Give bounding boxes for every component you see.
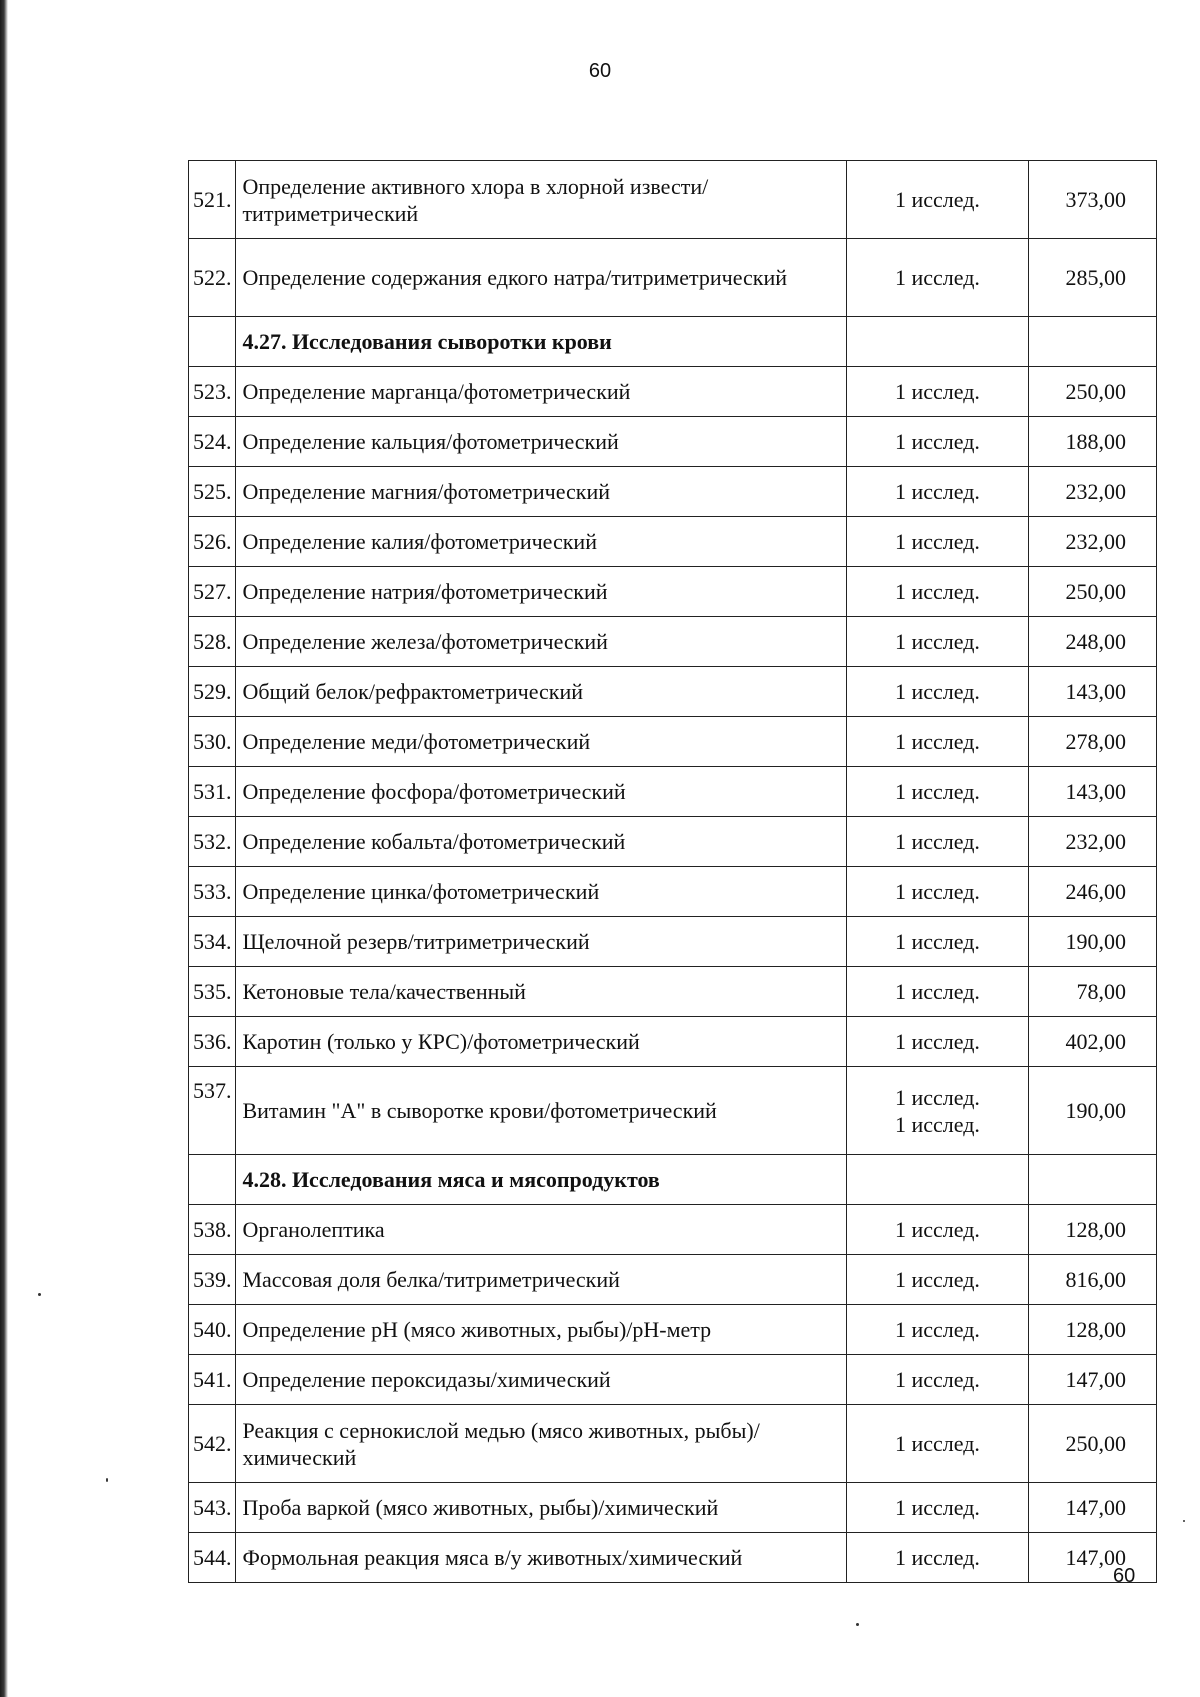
price-cell: 285,00: [1028, 239, 1156, 317]
table-row: [189, 417, 1157, 467]
unit-cell: 1 исслед.: [847, 967, 1029, 1017]
price-cell: 143,00: [1028, 667, 1156, 717]
row-number: 532.: [189, 817, 236, 867]
table-body: [189, 161, 1157, 1583]
scan-speck: [38, 1293, 41, 1296]
unit-cell: 1 исслед.: [847, 717, 1029, 767]
table-row: [189, 1405, 1157, 1483]
row-number: 538.: [189, 1205, 236, 1255]
price-cell: 78,00: [1028, 967, 1156, 1017]
row-number: 544.: [189, 1533, 236, 1583]
row-number: 533.: [189, 867, 236, 917]
service-name: Проба варкой (мясо животных, рыбы)/химический: [236, 1483, 847, 1533]
service-name: Определение фосфора/фотометрический: [236, 767, 847, 817]
table-row: [189, 239, 1157, 317]
service-name: Определение активного хлора в хлорной извести/титриметрический: [236, 161, 847, 239]
price-cell: 402,00: [1028, 1017, 1156, 1067]
service-name: Витамин "А" в сыворотке крови/фотометрический: [236, 1067, 847, 1155]
unit-cell: 1 исслед.: [847, 917, 1029, 967]
table-row: [189, 517, 1157, 567]
service-name: Определение содержания едкого натра/титриметрический: [236, 239, 847, 317]
price-cell: 250,00: [1028, 367, 1156, 417]
service-name: Каротин (только у КРС)/фотометрический: [236, 1017, 847, 1067]
row-number: 534.: [189, 917, 236, 967]
service-name: Кетоновые тела/качественный: [236, 967, 847, 1017]
table-row: [189, 767, 1157, 817]
service-name: Определение рН (мясо животных, рыбы)/рН-метр: [236, 1305, 847, 1355]
table-row: [189, 967, 1157, 1017]
table-row: [189, 467, 1157, 517]
service-name: Органолептика: [236, 1205, 847, 1255]
row-number: 536.: [189, 1017, 236, 1067]
table-row: [189, 667, 1157, 717]
price-cell: 147,00: [1028, 1533, 1156, 1583]
scan-speck: [856, 1623, 859, 1626]
scan-speck: [1183, 1520, 1185, 1522]
price-cell: 250,00: [1028, 1405, 1156, 1483]
table-row: [189, 717, 1157, 767]
service-name: Формольная реакция мяса в/у животных/химический: [236, 1533, 847, 1583]
section-title: 4.27. Исследования сыворотки крови: [236, 317, 847, 367]
price-cell: 278,00: [1028, 717, 1156, 767]
row-number: 521.: [189, 161, 236, 239]
table-row: [189, 1205, 1157, 1255]
page-number-bottom: 60: [1113, 1565, 1136, 1587]
price-cell: 190,00: [1028, 917, 1156, 967]
row-number: [189, 1155, 236, 1205]
price-cell: [1028, 1155, 1156, 1205]
price-cell: 143,00: [1028, 767, 1156, 817]
unit-cell: 1 исслед.: [847, 417, 1029, 467]
unit-cell: 1 исслед.: [847, 667, 1029, 717]
unit-cell: 1 исслед.: [847, 867, 1029, 917]
unit-cell: 1 исслед.: [847, 161, 1029, 239]
unit-cell: [847, 317, 1029, 367]
table-row: [189, 161, 1157, 239]
row-number: [189, 317, 236, 367]
row-number: 526.: [189, 517, 236, 567]
section-header-row: [189, 317, 1157, 367]
service-name: Щелочной резерв/титриметрический: [236, 917, 847, 967]
price-cell: [1028, 317, 1156, 367]
table-row: [189, 1305, 1157, 1355]
service-name: Определение натрия/фотометрический: [236, 567, 847, 617]
page-number-top: 60: [588, 60, 612, 82]
unit-cell: 1 исслед.: [847, 817, 1029, 867]
service-name: Общий белок/рефрактометрический: [236, 667, 847, 717]
unit-cell: 1 исслед.: [847, 1205, 1029, 1255]
table-row: [189, 917, 1157, 967]
scan-speck: [106, 1478, 108, 1482]
row-number: 530.: [189, 717, 236, 767]
table-row: [189, 817, 1157, 867]
price-cell: 248,00: [1028, 617, 1156, 667]
row-number: 523.: [189, 367, 236, 417]
price-cell: 190,00: [1028, 1067, 1156, 1155]
table-row: [189, 617, 1157, 667]
price-cell: 246,00: [1028, 867, 1156, 917]
row-number: 522.: [189, 239, 236, 317]
unit-cell: 1 исслед.: [847, 1017, 1029, 1067]
row-number: 542.: [189, 1405, 236, 1483]
unit-cell: 1 исслед.: [847, 1483, 1029, 1533]
service-name: Определение кальция/фотометрический: [236, 417, 847, 467]
row-number: 539.: [189, 1255, 236, 1305]
price-list-table: [188, 160, 1157, 1583]
price-cell: 232,00: [1028, 817, 1156, 867]
unit-line: 1 исслед.: [894, 1084, 980, 1110]
row-number: 535.: [189, 967, 236, 1017]
table-row: [189, 1067, 1157, 1155]
row-number: 540.: [189, 1305, 236, 1355]
row-number: 531.: [189, 767, 236, 817]
unit-cell: 1 исслед.: [847, 517, 1029, 567]
service-name: Определение пероксидазы/химический: [236, 1355, 847, 1405]
unit-cell: 1 исслед.: [847, 367, 1029, 417]
unit-cell: [847, 1155, 1029, 1205]
unit-cell: 1 исслед.: [847, 467, 1029, 517]
row-number: 537.: [189, 1067, 236, 1155]
table-row: [189, 867, 1157, 917]
row-number: 525.: [189, 467, 236, 517]
table-row: [189, 1355, 1157, 1405]
table-row: [189, 1533, 1157, 1583]
service-name: Определение калия/фотометрический: [236, 517, 847, 567]
table-row: [189, 367, 1157, 417]
service-name: Определение марганца/фотометрический: [236, 367, 847, 417]
unit-cell: 1 исслед.: [847, 1305, 1029, 1355]
table-row: [189, 1255, 1157, 1305]
unit-cell: 1 исслед.: [847, 567, 1029, 617]
row-number: 527.: [189, 567, 236, 617]
row-number: 528.: [189, 617, 236, 667]
unit-cell: 1 исслед.: [847, 1355, 1029, 1405]
unit-cell: 1 исслед.: [847, 1255, 1029, 1305]
price-cell: 250,00: [1028, 567, 1156, 617]
price-cell: 373,00: [1028, 161, 1156, 239]
section-header-row: [189, 1155, 1157, 1205]
price-cell: 128,00: [1028, 1305, 1156, 1355]
price-cell: 232,00: [1028, 517, 1156, 567]
service-name: Массовая доля белка/титриметрический: [236, 1255, 847, 1305]
unit-cell: [847, 1067, 1029, 1155]
price-cell: 816,00: [1028, 1255, 1156, 1305]
service-name: Определение кобальта/фотометрический: [236, 817, 847, 867]
table-row: [189, 1483, 1157, 1533]
price-cell: 188,00: [1028, 417, 1156, 467]
unit-cell: 1 исслед.: [847, 617, 1029, 667]
price-cell: 147,00: [1028, 1483, 1156, 1533]
row-number: 543.: [189, 1483, 236, 1533]
unit-cell: 1 исслед.: [847, 767, 1029, 817]
row-number: 529.: [189, 667, 236, 717]
unit-cell: 1 исслед.: [847, 1405, 1029, 1483]
row-number: 541.: [189, 1355, 236, 1405]
section-title: 4.28. Исследования мяса и мясопродуктов: [236, 1155, 847, 1205]
table-row: [189, 567, 1157, 617]
price-cell: 232,00: [1028, 467, 1156, 517]
service-name: Определение железа/фотометрический: [236, 617, 847, 667]
service-name: Определение меди/фотометрический: [236, 717, 847, 767]
price-cell: 128,00: [1028, 1205, 1156, 1255]
table-row: [189, 1017, 1157, 1067]
row-number: 524.: [189, 417, 236, 467]
unit-line: 1 исслед.: [894, 1111, 980, 1137]
price-cell: 147,00: [1028, 1355, 1156, 1405]
unit-cell: 1 исслед.: [847, 1533, 1029, 1583]
unit-cell: 1 исслед.: [847, 239, 1029, 317]
service-name: Определение магния/фотометрический: [236, 467, 847, 517]
scan-border: [0, 0, 8, 1697]
service-name: Реакция с сернокислой медью (мясо животных, рыбы)/химический: [236, 1405, 847, 1483]
service-name: Определение цинка/фотометрический: [236, 867, 847, 917]
